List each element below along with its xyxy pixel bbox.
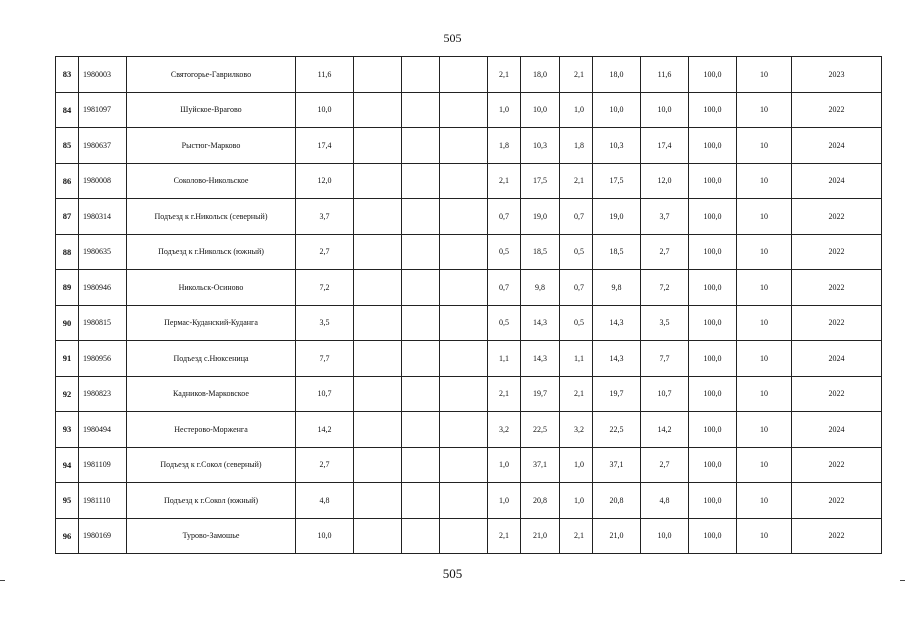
- road-code-cell: 1981097: [79, 92, 127, 128]
- value-cell: 10: [737, 518, 792, 554]
- value-cell: 4,8: [641, 483, 689, 519]
- value-cell: 2,1: [488, 57, 521, 93]
- empty-cell: [354, 447, 402, 483]
- road-name-cell: Турово-Замошье: [127, 518, 296, 554]
- empty-cell: [402, 128, 440, 164]
- length-cell: 7,2: [296, 270, 354, 306]
- value-cell: 10: [737, 305, 792, 341]
- table-row: [56, 128, 882, 164]
- value-cell: 1,0: [560, 447, 593, 483]
- value-cell: 12,0: [641, 163, 689, 199]
- value-cell: 18,5: [521, 234, 560, 270]
- road-code-cell: 1980823: [79, 376, 127, 412]
- value-cell: 0,5: [488, 305, 521, 341]
- empty-cell: [402, 483, 440, 519]
- empty-cell: [354, 518, 402, 554]
- value-cell: 10,0: [593, 92, 641, 128]
- value-cell: 21,0: [593, 518, 641, 554]
- row-number-cell: 93: [56, 412, 79, 448]
- table-row: [56, 412, 882, 448]
- road-code-cell: 1980635: [79, 234, 127, 270]
- value-cell: 0,5: [560, 234, 593, 270]
- road-name-cell: Кадников-Марковское: [127, 376, 296, 412]
- empty-cell: [402, 270, 440, 306]
- road-code-cell: 1980637: [79, 128, 127, 164]
- road-name-cell: Святогорье-Гаврилково: [127, 57, 296, 93]
- length-cell: 11,6: [296, 57, 354, 93]
- percent-cell: 100,0: [689, 57, 737, 93]
- value-cell: 37,1: [593, 447, 641, 483]
- value-cell: 7,2: [641, 270, 689, 306]
- row-number-cell: 83: [56, 57, 79, 93]
- empty-cell: [440, 57, 488, 93]
- value-cell: 1,1: [488, 341, 521, 377]
- value-cell: 10: [737, 341, 792, 377]
- empty-cell: [402, 518, 440, 554]
- percent-cell: 100,0: [689, 234, 737, 270]
- value-cell: 2,1: [560, 163, 593, 199]
- percent-cell: 100,0: [689, 163, 737, 199]
- empty-cell: [354, 483, 402, 519]
- row-number-cell: 86: [56, 163, 79, 199]
- row-number-cell: 91: [56, 341, 79, 377]
- value-cell: 2,1: [488, 376, 521, 412]
- value-cell: 19,0: [593, 199, 641, 235]
- value-cell: 10: [737, 376, 792, 412]
- percent-cell: 100,0: [689, 341, 737, 377]
- percent-cell: 100,0: [689, 376, 737, 412]
- road-name-cell: Нестерово-Морженга: [127, 412, 296, 448]
- value-cell: 2,1: [560, 518, 593, 554]
- empty-cell: [402, 341, 440, 377]
- year-cell: 2022: [792, 447, 882, 483]
- road-code-cell: 1981110: [79, 483, 127, 519]
- empty-cell: [354, 92, 402, 128]
- road-code-cell: 1980494: [79, 412, 127, 448]
- road-name-cell: Пермас-Куданский-Куданга: [127, 305, 296, 341]
- road-name-cell: Рыстюг-Марково: [127, 128, 296, 164]
- empty-cell: [402, 412, 440, 448]
- row-number-cell: 95: [56, 483, 79, 519]
- empty-cell: [402, 447, 440, 483]
- percent-cell: 100,0: [689, 518, 737, 554]
- empty-cell: [354, 234, 402, 270]
- value-cell: 3,7: [641, 199, 689, 235]
- row-number-cell: 92: [56, 376, 79, 412]
- value-cell: 1,0: [488, 447, 521, 483]
- empty-cell: [354, 412, 402, 448]
- empty-cell: [440, 518, 488, 554]
- value-cell: 10,3: [593, 128, 641, 164]
- page-number-bottom: 505: [442, 566, 463, 581]
- year-cell: 2022: [792, 199, 882, 235]
- value-cell: 2,1: [488, 163, 521, 199]
- table-row: [56, 270, 882, 306]
- empty-cell: [440, 270, 488, 306]
- value-cell: 17,4: [641, 128, 689, 164]
- value-cell: 3,2: [560, 412, 593, 448]
- empty-cell: [354, 128, 402, 164]
- row-number-cell: 94: [56, 447, 79, 483]
- length-cell: 3,5: [296, 305, 354, 341]
- value-cell: 7,7: [641, 341, 689, 377]
- table-row: [56, 518, 882, 554]
- empty-cell: [440, 305, 488, 341]
- year-cell: 2022: [792, 376, 882, 412]
- road-code-cell: 1980008: [79, 163, 127, 199]
- value-cell: 17,5: [521, 163, 560, 199]
- empty-cell: [440, 447, 488, 483]
- value-cell: 11,6: [641, 57, 689, 93]
- length-cell: 7,7: [296, 341, 354, 377]
- value-cell: 20,8: [593, 483, 641, 519]
- value-cell: 10,0: [641, 518, 689, 554]
- empty-cell: [440, 199, 488, 235]
- road-code-cell: 1980314: [79, 199, 127, 235]
- value-cell: 9,8: [593, 270, 641, 306]
- empty-cell: [402, 199, 440, 235]
- length-cell: 14,2: [296, 412, 354, 448]
- road-name-cell: Подъезд с.Нюксеница: [127, 341, 296, 377]
- empty-cell: [354, 341, 402, 377]
- value-cell: 1,0: [560, 92, 593, 128]
- value-cell: 14,2: [641, 412, 689, 448]
- length-cell: 3,7: [296, 199, 354, 235]
- value-cell: 10: [737, 92, 792, 128]
- value-cell: 10: [737, 199, 792, 235]
- value-cell: 14,3: [593, 341, 641, 377]
- row-number-cell: 90: [56, 305, 79, 341]
- length-cell: 2,7: [296, 234, 354, 270]
- value-cell: 21,0: [521, 518, 560, 554]
- table-row: [56, 483, 882, 519]
- value-cell: 10,0: [521, 92, 560, 128]
- table-row: [56, 341, 882, 377]
- percent-cell: 100,0: [689, 270, 737, 306]
- table-row: [56, 199, 882, 235]
- value-cell: 1,1: [560, 341, 593, 377]
- empty-cell: [354, 199, 402, 235]
- edge-mark-left: [0, 580, 5, 581]
- table-row: [56, 447, 882, 483]
- empty-cell: [402, 92, 440, 128]
- value-cell: 10: [737, 163, 792, 199]
- value-cell: 10: [737, 483, 792, 519]
- value-cell: 1,0: [560, 483, 593, 519]
- empty-cell: [440, 234, 488, 270]
- page-number-top: 505: [443, 31, 462, 45]
- value-cell: 18,5: [593, 234, 641, 270]
- percent-cell: 100,0: [689, 199, 737, 235]
- value-cell: 19,7: [593, 376, 641, 412]
- value-cell: 20,8: [521, 483, 560, 519]
- value-cell: 0,7: [560, 199, 593, 235]
- value-cell: 0,7: [488, 199, 521, 235]
- year-cell: 2022: [792, 483, 882, 519]
- year-cell: 2023: [792, 57, 882, 93]
- length-cell: 4,8: [296, 483, 354, 519]
- value-cell: 0,5: [560, 305, 593, 341]
- row-number-cell: 84: [56, 92, 79, 128]
- road-name-cell: Никольск-Осиново: [127, 270, 296, 306]
- empty-cell: [440, 341, 488, 377]
- empty-cell: [402, 376, 440, 412]
- year-cell: 2024: [792, 163, 882, 199]
- value-cell: 2,1: [560, 376, 593, 412]
- table-row: [56, 305, 882, 341]
- value-cell: 17,5: [593, 163, 641, 199]
- length-cell: 10,0: [296, 92, 354, 128]
- value-cell: 22,5: [593, 412, 641, 448]
- empty-cell: [440, 128, 488, 164]
- row-number-cell: 89: [56, 270, 79, 306]
- percent-cell: 100,0: [689, 412, 737, 448]
- value-cell: 0,7: [488, 270, 521, 306]
- value-cell: 22,5: [521, 412, 560, 448]
- row-number-cell: 88: [56, 234, 79, 270]
- row-number-cell: 96: [56, 518, 79, 554]
- year-cell: 2024: [792, 341, 882, 377]
- year-cell: 2024: [792, 412, 882, 448]
- empty-cell: [354, 376, 402, 412]
- value-cell: 18,0: [593, 57, 641, 93]
- percent-cell: 100,0: [689, 483, 737, 519]
- road-name-cell: Соколово-Никольское: [127, 163, 296, 199]
- road-code-cell: 1980169: [79, 518, 127, 554]
- year-cell: 2022: [792, 92, 882, 128]
- value-cell: 2,7: [641, 447, 689, 483]
- value-cell: 18,0: [521, 57, 560, 93]
- value-cell: 3,2: [488, 412, 521, 448]
- value-cell: 9,8: [521, 270, 560, 306]
- road-code-cell: 1980956: [79, 341, 127, 377]
- value-cell: 1,0: [488, 483, 521, 519]
- road-code-cell: 1980815: [79, 305, 127, 341]
- value-cell: 3,5: [641, 305, 689, 341]
- table-row: [56, 234, 882, 270]
- empty-cell: [402, 234, 440, 270]
- empty-cell: [440, 412, 488, 448]
- empty-cell: [354, 57, 402, 93]
- value-cell: 10: [737, 234, 792, 270]
- value-cell: 1,0: [488, 92, 521, 128]
- value-cell: 10: [737, 57, 792, 93]
- empty-cell: [402, 163, 440, 199]
- empty-cell: [440, 92, 488, 128]
- empty-cell: [402, 57, 440, 93]
- value-cell: 1,8: [560, 128, 593, 164]
- value-cell: 10: [737, 270, 792, 306]
- table-row: [56, 163, 882, 199]
- value-cell: 19,7: [521, 376, 560, 412]
- table-row: [56, 57, 882, 93]
- value-cell: 1,8: [488, 128, 521, 164]
- value-cell: 0,7: [560, 270, 593, 306]
- empty-cell: [440, 376, 488, 412]
- empty-cell: [440, 163, 488, 199]
- row-number-cell: 87: [56, 199, 79, 235]
- value-cell: 14,3: [593, 305, 641, 341]
- empty-cell: [354, 270, 402, 306]
- road-code-cell: 1980003: [79, 57, 127, 93]
- year-cell: 2022: [792, 234, 882, 270]
- length-cell: 10,7: [296, 376, 354, 412]
- percent-cell: 100,0: [689, 305, 737, 341]
- length-cell: 17,4: [296, 128, 354, 164]
- edge-mark-right: [900, 580, 905, 581]
- value-cell: 10: [737, 412, 792, 448]
- road-code-cell: 1981109: [79, 447, 127, 483]
- empty-cell: [440, 483, 488, 519]
- table-row: [56, 376, 882, 412]
- empty-cell: [402, 305, 440, 341]
- value-cell: 19,0: [521, 199, 560, 235]
- value-cell: 14,3: [521, 305, 560, 341]
- empty-cell: [354, 163, 402, 199]
- value-cell: 2,7: [641, 234, 689, 270]
- road-name-cell: Подъезд к г.Никольск (северный): [127, 199, 296, 235]
- percent-cell: 100,0: [689, 92, 737, 128]
- road-name-cell: Подъезд к г.Сокол (северный): [127, 447, 296, 483]
- year-cell: 2024: [792, 128, 882, 164]
- value-cell: 2,1: [488, 518, 521, 554]
- percent-cell: 100,0: [689, 128, 737, 164]
- value-cell: 37,1: [521, 447, 560, 483]
- value-cell: 0,5: [488, 234, 521, 270]
- road-name-cell: Шуйское-Врагово: [127, 92, 296, 128]
- year-cell: 2022: [792, 518, 882, 554]
- length-cell: 2,7: [296, 447, 354, 483]
- row-number-cell: 85: [56, 128, 79, 164]
- value-cell: 10: [737, 447, 792, 483]
- road-code-cell: 1980946: [79, 270, 127, 306]
- value-cell: 14,3: [521, 341, 560, 377]
- length-cell: 12,0: [296, 163, 354, 199]
- roads-table: [55, 56, 882, 554]
- road-name-cell: Подъезд к г.Сокол (южный): [127, 483, 296, 519]
- year-cell: 2022: [792, 270, 882, 306]
- value-cell: 10,3: [521, 128, 560, 164]
- length-cell: 10,0: [296, 518, 354, 554]
- value-cell: 10,0: [641, 92, 689, 128]
- percent-cell: 100,0: [689, 447, 737, 483]
- value-cell: 10,7: [641, 376, 689, 412]
- road-name-cell: Подъезд к г.Никольск (южный): [127, 234, 296, 270]
- value-cell: 10: [737, 128, 792, 164]
- empty-cell: [354, 305, 402, 341]
- value-cell: 2,1: [560, 57, 593, 93]
- year-cell: 2022: [792, 305, 882, 341]
- table-row: [56, 92, 882, 128]
